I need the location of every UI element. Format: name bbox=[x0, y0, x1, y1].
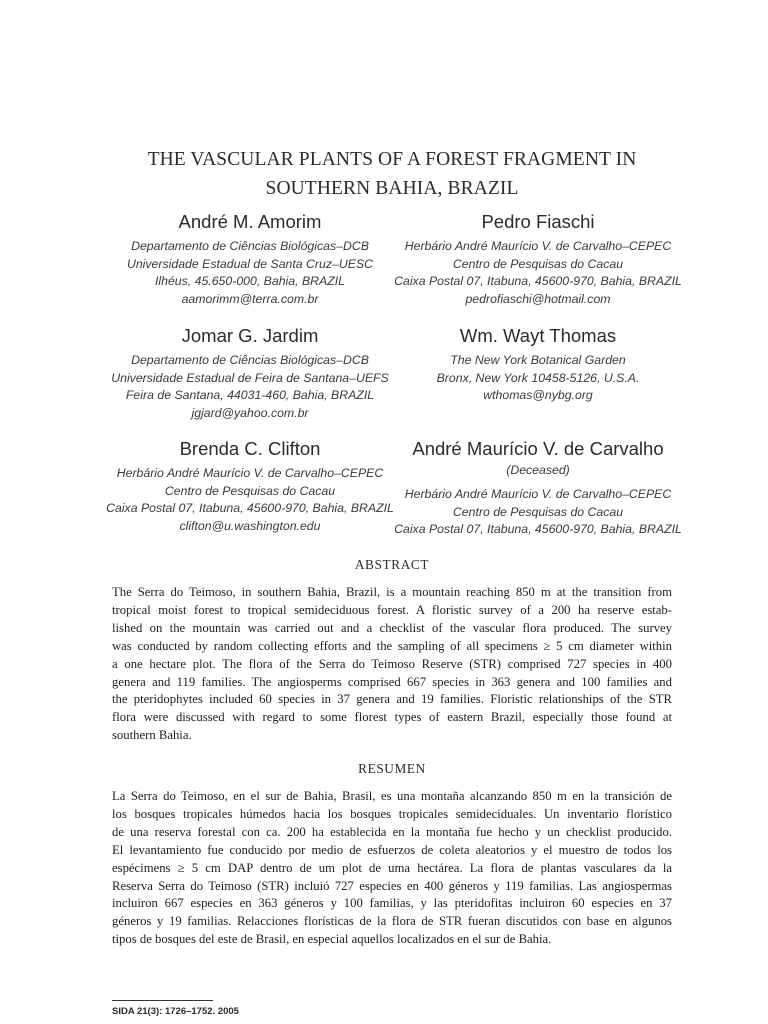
author-email: wthomas@nybg.org bbox=[483, 388, 593, 403]
author-affiliation-line: Centro de Pesquisas do Cacau bbox=[452, 256, 624, 271]
author-affiliation-line: Herbário André Maurício V. de Carvalho–CEPEC bbox=[404, 239, 672, 253]
author-name: Pedro Fiaschi bbox=[481, 211, 595, 232]
resumen-line: Reserva Serra do Teimoso (STR) incluió 727 especies en 400 géneros y 119 familias. Las angiospermas bbox=[112, 878, 672, 893]
resumen-line: los bosques tropicales húmedos hacia los bosques tropicales semideciduales. Un inventario florístico bbox=[112, 806, 672, 821]
resumen-line: espécimens ≥ 5 cm DAP dentro de um plot de uma hectárea. La flora de plantas vasculares da la bbox=[112, 860, 672, 875]
author-name: Brenda C. Clifton bbox=[179, 438, 321, 459]
abstract-line: genera and 119 families. The angiosperms comprised 667 species in 363 genera and 100 families and bbox=[112, 674, 672, 689]
author-affiliation-line: Universidade Estadual de Santa Cruz–UESC bbox=[126, 256, 374, 271]
author-affiliation-line: Universidade Estadual de Feira de Santana–UEFS bbox=[111, 370, 389, 385]
author-email: pedrofiaschi@hotmail.com bbox=[465, 292, 611, 307]
resumen-heading: RESUMEN bbox=[358, 761, 426, 776]
author-affiliation-line: Caixa Postal 07, Itabuna, 45600-970, Bahia, BRAZIL bbox=[394, 274, 682, 289]
resumen-line: tipos de bosques del este de Brasil, en especial aquellos localizados en el sur de Bahia. bbox=[112, 932, 552, 947]
author-name: Wm. Wayt Thomas bbox=[459, 325, 617, 346]
author-name: Jomar G. Jardim bbox=[181, 325, 319, 346]
author-email: clifton@u.washington.edu bbox=[179, 519, 321, 534]
abstract-line: a one hectare plot. The flora of the Serra do Teimoso Reserve (STR) comprised 727 species in 400 bbox=[112, 656, 672, 671]
author-affiliation-line: Centro de Pesquisas do Cacau bbox=[164, 483, 336, 498]
author-email: aamorimm@terra.com.br bbox=[181, 292, 319, 307]
author-affiliation-line: Caixa Postal 07, Itabuna, 45600-970, Bahia, BRAZIL bbox=[106, 501, 394, 516]
author-block-clifton bbox=[90, 438, 410, 536]
abstract-heading: ABSTRACT bbox=[354, 557, 430, 572]
author-affiliation-line: Ilhéus, 45.650-000, Bahia, BRAZIL bbox=[154, 274, 346, 289]
author-block-thomas bbox=[378, 325, 698, 405]
author-deceased-note: (Deceased) bbox=[506, 463, 570, 477]
author-block-jardim bbox=[90, 325, 410, 423]
author-name: André Maurício V. de Carvalho bbox=[412, 438, 664, 459]
abstract-line: the pteridophytes included 60 species in 37 genera and 19 families. Floristic relationships of the STR bbox=[112, 692, 672, 707]
resumen-line: incluiron 667 especies en 363 géneros y 100 familias, y las pteridofitas incluiron 60 especies en 37 bbox=[112, 896, 672, 911]
footer-rule bbox=[112, 1000, 213, 1001]
author-affiliation-line: Herbário André Maurício V. de Carvalho–CEPEC bbox=[404, 487, 672, 501]
author-affiliation-line: Feira de Santana, 44031-460, Bahia, BRAZIL bbox=[125, 388, 375, 403]
resumen-text bbox=[112, 788, 672, 949]
resumen-line: La Serra do Teimoso, en el sur de Bahia, Brasil, es una montaña alcanzando 850 m en la transición de bbox=[112, 789, 672, 803]
author-affiliation-line: Bronx, New York 10458-5126, U.S.A. bbox=[436, 370, 640, 385]
abstract-line: tropical moist forest to tropical semideciduous forest. A floristic survey of a 200 ha reserve estab- bbox=[112, 602, 672, 617]
resumen-line: géneros y 19 familias. Relacciones florísticas de la flora de STR fueran discutidos con base en algunos bbox=[112, 914, 672, 929]
abstract-text bbox=[112, 584, 672, 745]
author-affiliation-line: The New York Botanical Garden bbox=[450, 353, 626, 367]
author-block-amorim bbox=[90, 211, 410, 309]
paper-title-line-2: SOUTHERN BAHIA, BRAZIL bbox=[265, 178, 519, 199]
resumen-line: de una reserva forestal con ca. 200 ha establecida en la montaña fue hecho y un checklist producido. bbox=[112, 824, 672, 839]
author-affiliation-line: Departamento de Ciências Biológicas–DCB bbox=[131, 239, 369, 253]
author-block-carvalho bbox=[378, 438, 698, 539]
abstract-line: lished on the mountain was carried out and a checklist of the vascular flora produced. The survey bbox=[112, 620, 672, 635]
paper-title bbox=[80, 145, 704, 203]
abstract-line: southern Bahia. bbox=[112, 728, 192, 743]
author-affiliation-line: Centro de Pesquisas do Cacau bbox=[452, 504, 624, 519]
abstract-line: The Serra do Teimoso, in southern Bahia, Brazil, is a mountain reaching 850 m at the transition from bbox=[112, 585, 672, 599]
author-email: jgjard@yahoo.com.br bbox=[191, 406, 309, 421]
footer-citation: SIDA 21(3): 1726–1752. 2005 bbox=[112, 1006, 239, 1017]
author-affiliation-line: Departamento de Ciências Biológicas–DCB bbox=[131, 353, 369, 367]
author-block-fiaschi bbox=[378, 211, 698, 309]
author-affiliation-line: Herbário André Maurício V. de Carvalho–CEPEC bbox=[116, 466, 384, 480]
author-affiliation-line: Caixa Postal 07, Itabuna, 45600-970, Bahia, BRAZIL bbox=[394, 522, 682, 537]
resumen-line: El levantamiento fue conducido por medio de esfuerzos de coleta aleatorios y el muestro de todos los bbox=[112, 842, 672, 857]
paper-title-line-1: THE VASCULAR PLANTS OF A FOREST FRAGMENT IN bbox=[147, 149, 637, 170]
author-name: André M. Amorim bbox=[178, 211, 322, 232]
abstract-line: flora were discussed with regard to some florest types of eastern Brazil, especially those found at bbox=[112, 710, 672, 725]
abstract-line: was conducted by random collecting efforts and the sampling of all specimens ≥ 5 cm diameter within bbox=[112, 638, 672, 653]
